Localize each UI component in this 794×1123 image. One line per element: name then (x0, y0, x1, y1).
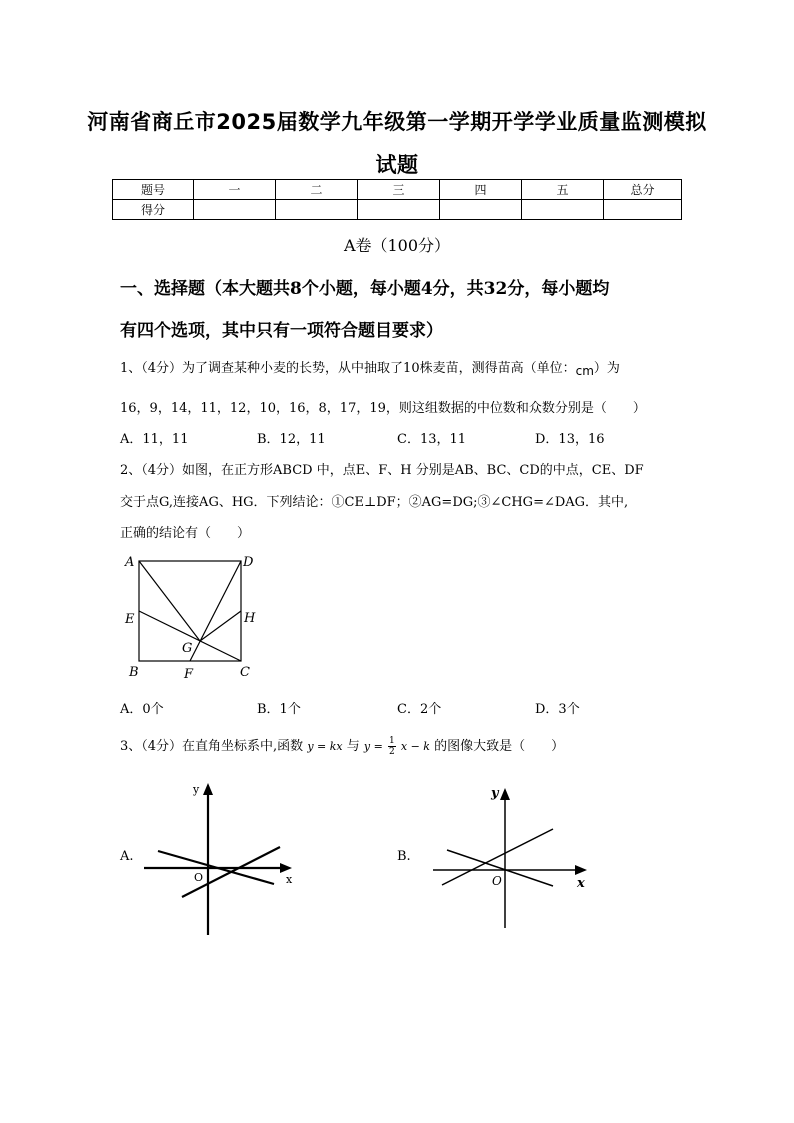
q3-line (120, 735, 564, 757)
score-cell[interactable] (604, 200, 682, 220)
q3-option-b-label[interactable]: B. (397, 849, 411, 864)
segment-ag (139, 561, 200, 641)
graph-a-x-label: x (286, 873, 293, 886)
graph-a-x-arrow-icon (280, 863, 292, 873)
label-g: G (182, 641, 193, 656)
q2-square-figure (118, 548, 268, 683)
label-d: D (243, 555, 254, 570)
graph-b-y-arrow-icon (500, 788, 510, 800)
score-cell[interactable] (276, 200, 358, 220)
part1-heading-line1: 一、选择题（本大题共8个小题，每小题4分，共32分，每小题均 (120, 279, 610, 299)
segment-df (190, 561, 241, 661)
q3-text-pre: 3、（4分）在直角坐标系中,函数 (120, 739, 304, 754)
score-table-header-row (113, 180, 682, 200)
q3-graph-b[interactable] (425, 780, 595, 935)
graph-a-y-arrow-icon (203, 783, 213, 795)
graph-b-x-arrow-icon (575, 865, 587, 875)
score-table (112, 179, 682, 220)
q2-option-d[interactable]: D．3个 (535, 702, 580, 717)
q1-option-a[interactable]: A．11，11 (120, 432, 189, 447)
score-header-cell: 三 (358, 180, 440, 200)
q2-line1: 2、（4分）如图，在正方形ABCD 中，点E、F、H 分别是AB、BC、CD的中点，CE、DF (120, 463, 644, 478)
q1-line2: 16，9，14，11，12，10，16，8，17，19，则这组数据的中位数和众数分别是（ ） (120, 401, 646, 416)
q3-option-a-label[interactable]: A. (120, 849, 134, 864)
score-header-cell: 题号 (113, 180, 194, 200)
q1-option-c[interactable]: C．13，11 (397, 432, 467, 447)
graph-b-y-label: y (491, 786, 499, 801)
q3-frac-den: 2 (389, 747, 395, 757)
q2-option-a[interactable]: A．0个 (120, 702, 164, 717)
score-header-cell: 四 (440, 180, 522, 200)
graph-a-y-label: y (193, 783, 200, 796)
q3-text-post: 的图像大致是（ ） (434, 739, 565, 754)
graph-a-origin-label: O (194, 871, 204, 884)
q3-joiner: 与 (346, 739, 360, 754)
page-title-line2: 试题 (375, 153, 419, 177)
label-h: H (244, 611, 256, 626)
q1-unit: cm (575, 364, 594, 378)
q3-graph-a[interactable] (140, 775, 310, 940)
q1-text-pre: 1、（4分）为了调查某种小麦的长势，从中抽取了10株麦苗，测得苗高（单位： (120, 361, 576, 376)
score-cell[interactable] (440, 200, 522, 220)
part1-heading-line2: 有四个选项，其中只有一项符合题目要求） (120, 321, 443, 341)
q2-line2: 交于点G,连接AG、HG．下列结论：①CE⊥DF；②AG=DG;③∠CHG=∠DAG．其中, (120, 495, 629, 510)
label-b: B (129, 665, 139, 680)
section-a-heading: A卷（100分） (343, 236, 451, 255)
score-header-cell: 一 (194, 180, 276, 200)
label-a: A (125, 555, 135, 570)
label-c: C (240, 665, 250, 680)
score-table-score-row (113, 200, 682, 220)
q2-line3: 正确的结论有（ ） (120, 526, 251, 541)
q3-formula-2-lhs: y = (363, 740, 383, 753)
score-cell[interactable] (358, 200, 440, 220)
label-e: E (125, 612, 135, 627)
score-cell[interactable] (194, 200, 276, 220)
segment-gh (200, 611, 241, 641)
q1-option-b[interactable]: B．12，11 (257, 432, 326, 447)
q2-option-b[interactable]: B．1个 (257, 702, 301, 717)
score-header-cell: 总分 (604, 180, 682, 200)
q3-formula-1: y = kx (307, 740, 343, 753)
q1-text-post: ）为 (593, 361, 620, 376)
q2-option-c[interactable]: C．2个 (397, 702, 442, 717)
page-title-line1: 河南省商丘市2025届数学九年级第一学期开学学业质量监测模拟 (87, 110, 707, 134)
q1-option-d[interactable]: D．13，16 (535, 432, 605, 447)
q3-fraction (388, 736, 396, 757)
graph-b-x-label: x (577, 876, 585, 891)
score-cell[interactable] (522, 200, 604, 220)
score-row-label: 得分 (113, 200, 194, 220)
q3-frac-num: 1 (389, 736, 395, 746)
score-header-cell: 二 (276, 180, 358, 200)
graph-b-origin-label: O (492, 874, 502, 888)
score-header-cell: 五 (522, 180, 604, 200)
label-f: F (184, 667, 194, 682)
q1-line1 (120, 357, 620, 376)
q3-formula-2-rest: x − k (400, 740, 430, 753)
